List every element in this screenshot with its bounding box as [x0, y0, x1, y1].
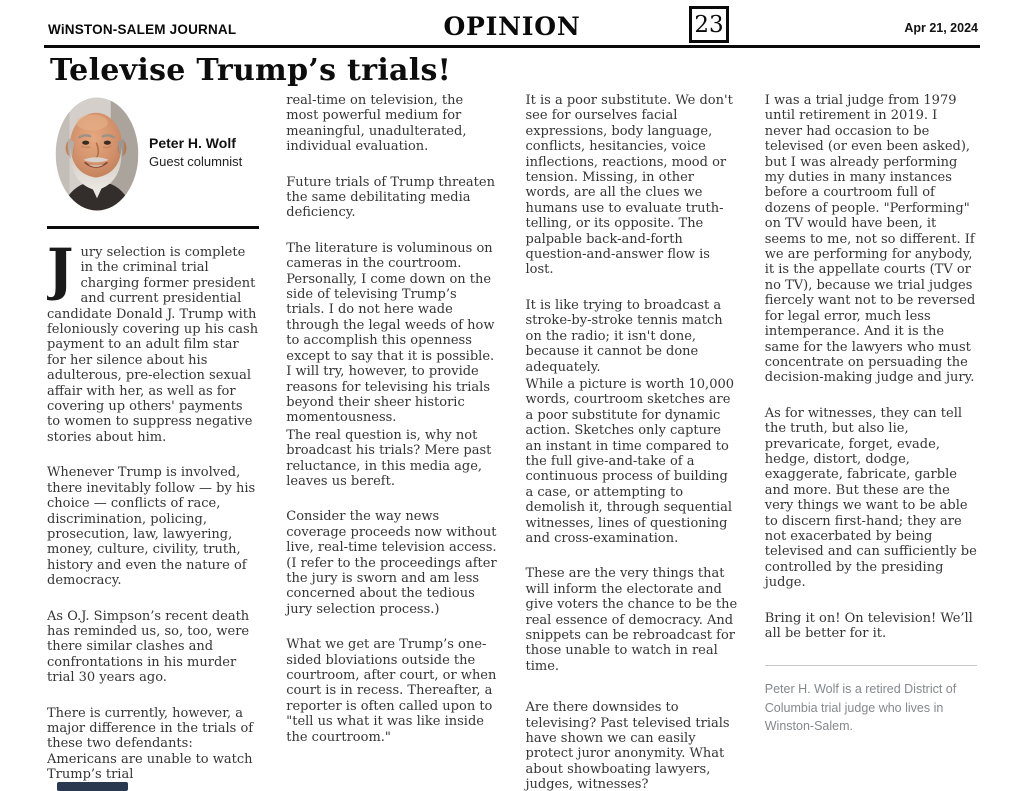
issue-date: Apr 21, 2024 [904, 21, 978, 35]
article-column-4 [765, 93, 977, 791]
article-paragraph: Consider the way news coverage proceeds now without live, real-time television access. (I refer to the proceedings after the jury is sworn and am less concerned about the tedious jury selection process.) [286, 509, 497, 617]
article-column-3 [526, 93, 738, 791]
page-number: 23 [694, 11, 724, 38]
publication-name: WiNSTON-SALEM JOURNAL [48, 22, 237, 37]
cutoff-element-bar [57, 782, 128, 791]
article-paragraph: While a picture is worth 10,000 words, courtroom sketches are a poor substitute for dynamic action. Sketches only capture an instant in time compared to the full give-and-take of a continuous process of building a case, or attempting to demolish it, through sequential witnesses, lines of questioning and cross-examination. [525, 376, 735, 546]
article-paragraph: As O.J. Simpson’s recent death has reminded us, so, too, were there similar clashes and confrontations in his murder trial 30 years ago. [47, 608, 250, 686]
article-paragraph [47, 237, 259, 445]
article-body [47, 93, 977, 791]
author-meta [149, 134, 242, 171]
article-paragraph: real-time on television, the most powerful medium for meaningful, unadulterated, individual evaluation. [286, 93, 467, 155]
article-paragraph: These are the very things that will inform the electorate and give voters the chance to be the real essence of democracy. And snippets can be rebroadcast for those unable to watch in real time. [525, 566, 738, 674]
article-paragraph: Future trials of Trump threaten the same debilitating media deficiency. [286, 174, 495, 221]
author-role: Guest columnist [149, 154, 243, 169]
author-photo [55, 97, 139, 211]
article-headline: Televise Trump’s trials! [50, 53, 452, 88]
article-paragraph: It is a poor substitute. We don't see for ourselves facial expressions, body language, conflicts, hesitancies, voice inflections, reactions, mood or tension. Missing, in other words, are all the clues we humans use to evaluate truth-telling, or its opposite. The palpable back-and-forth question-and-answer flow is lost. [525, 93, 733, 278]
author-bio: Peter H. Wolf is a retired District of Columbia trial judge who lives in Winston-Salem. [765, 665, 977, 734]
drop-cap: J [47, 237, 74, 303]
article-column-1 [47, 93, 259, 791]
section-title: OPINION [443, 12, 581, 41]
article-paragraph: As for witnesses, they can tell the truth, but also lie, prevaricate, forget, evade, hedge, distort, dodge, exaggerate, fabricate, garble and more. But these are the very things we want to be able to discern first-hand; they are not exacerbated by being televised and can sufficiently be controlled by the presiding judge. [764, 405, 977, 591]
article-paragraph: It is like trying to broadcast a stroke-by-stroke tennis match on the radio; it isn't done, because it cannot be done adequately. [525, 297, 723, 375]
article-paragraph: Whenever Trump is involved, there inevitably follow — by his choice — conflicts of race, discrimination, policing, prosecution, law, lawyering, money, culture, civility, truth, history and even the nature of democracy. [47, 465, 256, 589]
page-number-box [689, 6, 729, 43]
article-paragraph: I was a trial judge from 1979 until retirement in 2019. I never had occasion to be televised (or even been asked), but I was already performing my duties in many instances before a courtroom full of dozens of people. "Performing" on TV would have been, it seems to me, not so different. If we are performing for anybody, it is the appellate courts (TV or no TV), because we trial judges fiercely want not to be reversed for legal error, much less intemperance. And it is the same for the lawyers who must concentrate on persuading the decision-making judge and jury. [764, 93, 976, 386]
paragraph-text: ury selection is complete in the criminal trial charging former president and current presidential candidate Donald J. Trump with feloniously covering up his cash payment to an adult film star for her silence about his adulterous, pre-election sexual affair with her, as well as for covering up others' payments to women to suppress negative stories about him. [47, 245, 259, 445]
article-column-2 [286, 93, 498, 791]
author-name: Peter H. Wolf [149, 135, 236, 151]
page-header [44, 0, 980, 48]
article-paragraph: What we get are Trump’s one-sided bloviations outside the courtroom, after court, or when court is in recess. Thereafter, a reporter is often called upon to "tell us what it was like inside the courtroom." [286, 637, 497, 745]
article-paragraph: The real question is, why not broadcast his trials? Mere past reluctance, in this media age, leaves us bereft. [286, 427, 492, 489]
author-block [47, 93, 259, 229]
article-paragraph: The literature is voluminous on cameras in the courtroom. Personally, I come down on the side of televising Trump’s trials. I do not here wade through the legal weeds of how to accomplish this openness except to say that it is possible. I will try, however, to provide reasons for televising his trials beyond their sheer historic momentousness. [286, 240, 495, 426]
article-paragraph: Are there downsides to televising? Past televised trials have shown we can easily protect juror anonymity. What about showboating lawyers, judges, witnesses? [525, 700, 730, 791]
article-paragraph: There is currently, however, a major difference in the trials of these two defendants: Americans are unable to watch Trump’s trial [47, 705, 254, 783]
article-paragraph: Bring it on! On television! We’ll all be better for it. [764, 610, 973, 641]
